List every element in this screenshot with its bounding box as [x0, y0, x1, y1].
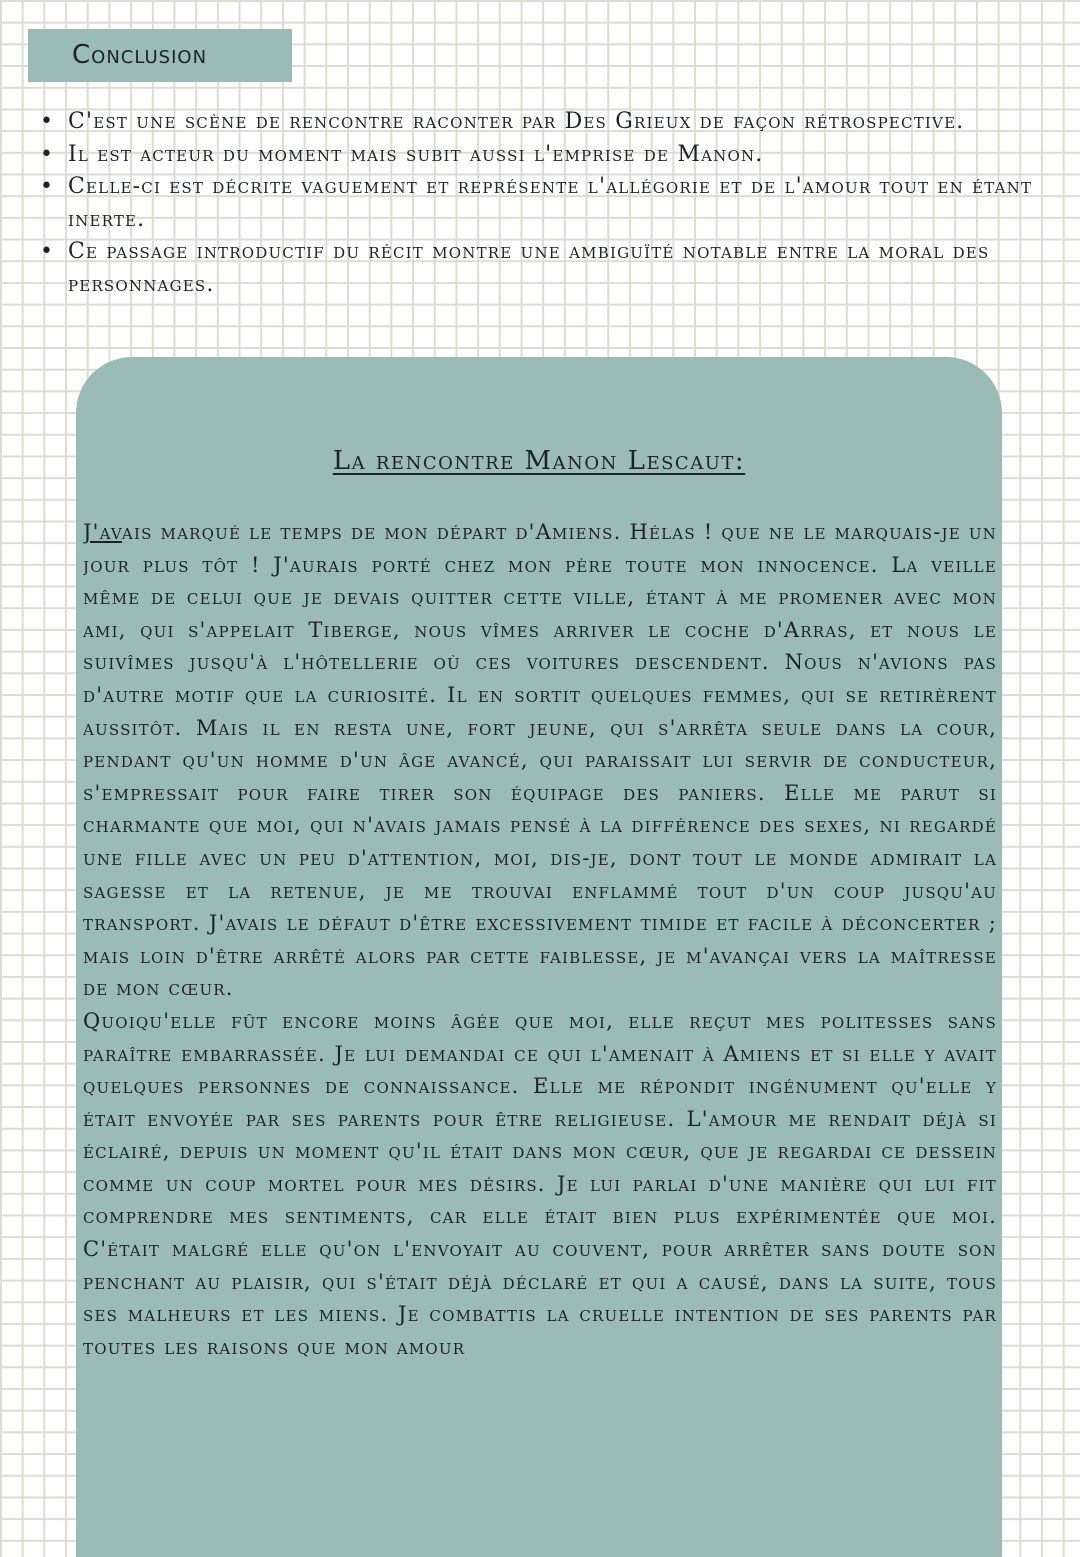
bullet-dot-icon: •: [40, 239, 55, 264]
excerpt-passage: [83, 516, 997, 1527]
bullet-dot-icon: •: [40, 109, 55, 134]
excerpt-paragraph-text: ais marqué le temps de mon départ d'Amiens. Hélas ! que ne le marquais-je un jour plus tôt ! J'aurais porté chez mon père toute mon innocence. La veille même de celui que je devais quitter cette ville, étant à me promener avec mon ami, qui s'appelait Tiberge, nous vîmes arriver le coche d'Arras, et nous le suivîmes jusqu'à l'hôtellerie où ces voitures descendent. Nous n'avions pas d'autre motif que la curiosité. Il en sortit quelques femmes, qui se retirèrent aussitôt. Mais il en resta une, fort jeune, qui s'arrêta seule dans la cour, pendant qu'un homme d'un âge avancé, qui paraissait lui servir de conducteur, s'empressait pour faire tirer son équipage des paniers. Elle me parut si charmante que moi, qui n'avais jamais pensé à la différence des sexes, ni regardé une fille avec un peu d'attention, moi, dis-je, dont tout le monde admirait la sagesse et la retenue, je me trouvai enflammé tout d'un coup jusqu'au transport. J'avais le défaut d'être excessivement timide et facile à déconcerter ; mais loin d'être arrêté alors par cette faiblesse, je m'avançai vers la maîtresse de mon cœur.: [83, 520, 997, 1001]
conclusion-bullet-item: [0, 139, 1080, 172]
conclusion-bullet-item: [0, 171, 1080, 236]
section-heading-conclusion: Conclusion: [28, 29, 292, 82]
conclusion-bullet-text: Ce passage introductif du récit montre une ambiguïté notable entre la moral des personnages.: [68, 239, 990, 297]
excerpt-paragraph-lead: J'av: [83, 520, 122, 544]
excerpt-paragraph: Quoiqu'elle fût encore moins âgée que moi, elle reçut mes politesses sans paraître embarrassée. Je lui demandai ce qui l'amenait à Amiens et si elle y avait quelques personnes de connaissance. Elle me répondit ingénument qu'elle y était envoyée par ses parents pour être religieuse. L'amour me rendait déjà si éclairé, depuis un moment qu'il était dans mon cœur, que je regardai ce dessein comme un coup mortel pour mes désirs. Je lui parlai d'une manière qui lui fit comprendre mes sentiments, car elle était bien plus expérimentée que moi. C'était malgré elle qu'on l'envoyait au couvent, pour arrêter sans doute son penchant au plaisir, qui s'était déjà déclaré et qui a causé, dans la suite, tous ses malheurs et les miens. Je combattis la cruelle intention de ses parents par toutes les raisons que mon amour: [83, 1008, 997, 1359]
conclusion-bullet-item: [0, 106, 1080, 139]
excerpt-title: La rencontre Manon Lescaut:: [332, 446, 746, 476]
bullet-dot-icon: •: [40, 174, 55, 199]
conclusion-bullet-item: [0, 236, 1080, 301]
conclusion-bullet-list: [0, 106, 1080, 301]
bullet-dot-icon: •: [40, 141, 55, 167]
conclusion-bullet-text: Il est acteur du moment mais subit aussi l'emprise de Manon.: [68, 141, 764, 167]
excerpt-paragraph: [83, 516, 997, 1005]
conclusion-bullet-text: Celle-ci est décrite vaguement et représente l'allégorie et de l'amour tout en étant inerte.: [68, 174, 1033, 232]
conclusion-bullet-text: C'est une scène de rencontre raconter par Des Grieux de façon rétrospective.: [68, 109, 965, 134]
